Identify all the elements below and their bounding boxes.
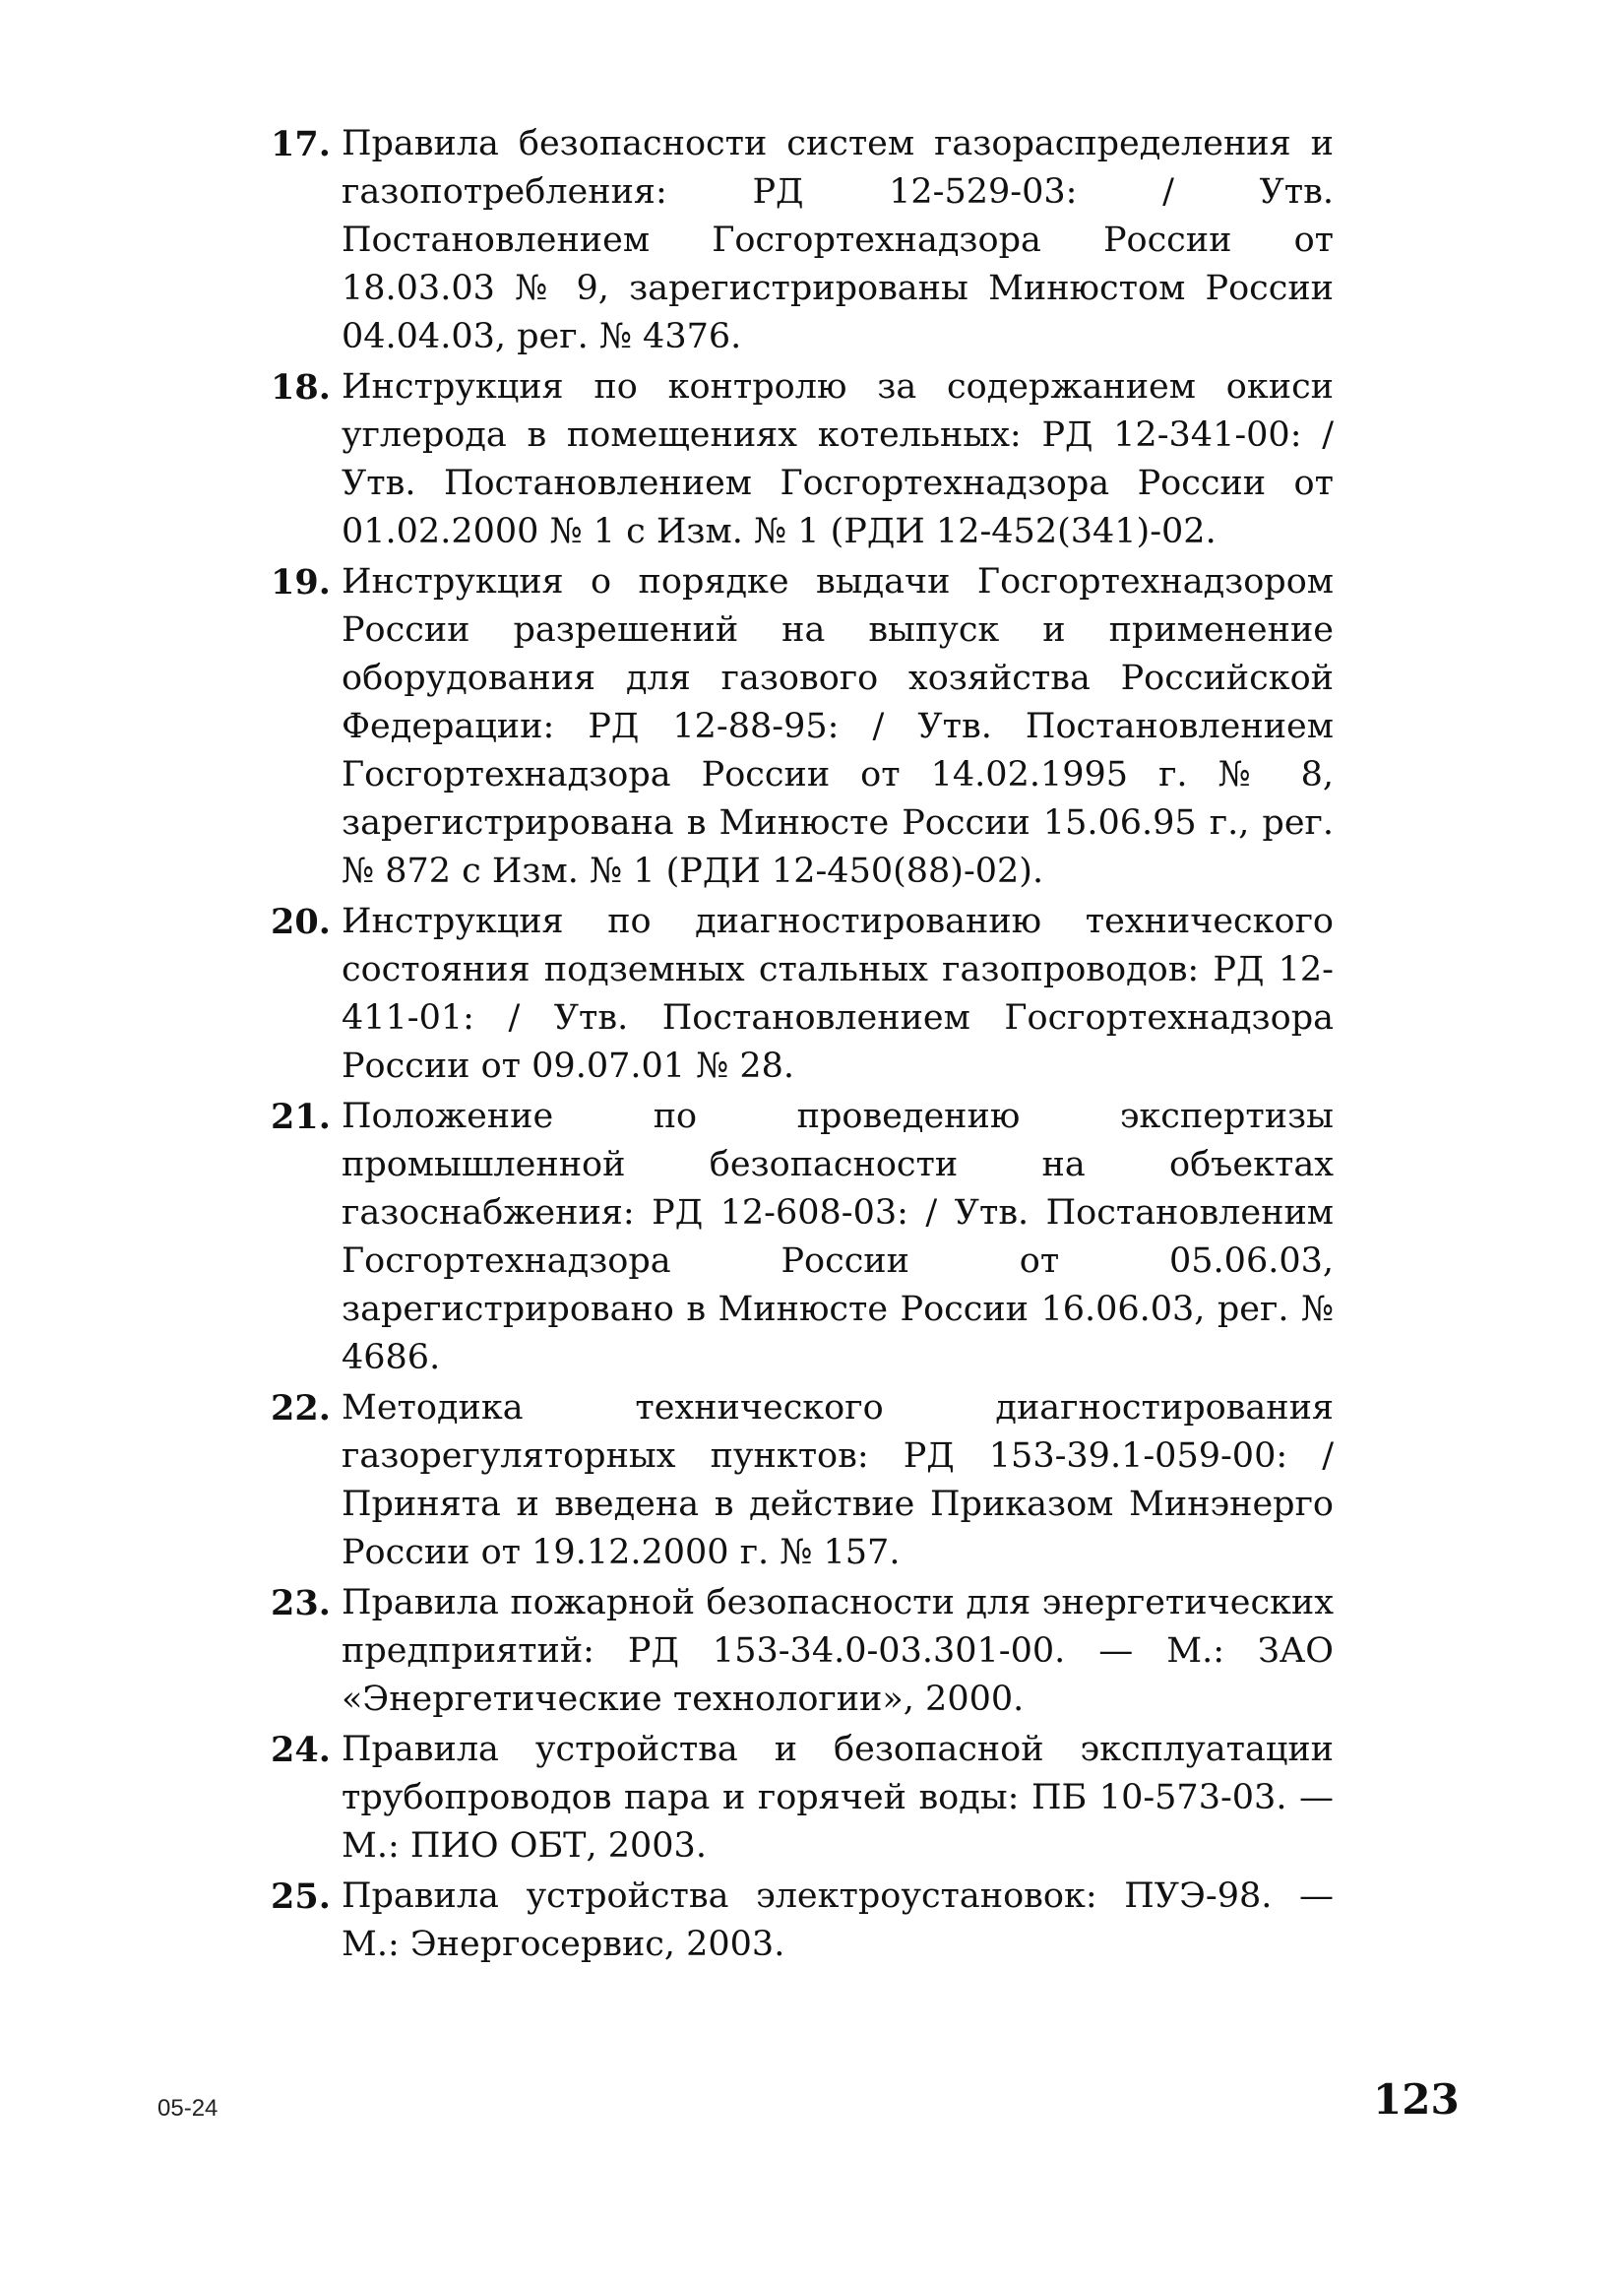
reference-text: Инструкция о порядке выдачи Госгортехнадзором России разрешений на выпуск и применение оборудования для газового хозяйства Российской Федерации: РД 12-88-95: / Утв. Постановлением Госгортехнадзора России от 14.02.1995 г. № 8, зарегистрирована в Минюсте России 15.06.95 г., рег. № 872 с Изм. № 1 (РДИ 12-450(88)-02). [342, 562, 1334, 891]
reference-list [271, 120, 1334, 1971]
reference-text: Методика технического диагностирования газорегуляторных пунктов: РД 153-39.1-059-00: / Принята и введена в действие Приказом Минэнерго России от 19.12.2000 г. № 157. [342, 1388, 1334, 1572]
reference-text: Правила устройства электроустановок: ПУЭ-98. — М.: Энергосервис, 2003. [342, 1876, 1334, 1964]
reference-text: Правила пожарной безопасности для энергетических предприятий: РД 153-34.0-03.301-00. — М.: ЗАО «Энергетические технологии», 2000. [342, 1583, 1334, 1719]
page-number: 123 [1373, 2075, 1460, 2124]
reference-text: Правила устройства и безопасной эксплуатации трубопроводов пара и горячей воды: ПБ 10-573-03. — М.: ПИО ОБТ, 2003. [342, 1730, 1334, 1866]
reference-item [271, 898, 1334, 1091]
reference-number: 23. [271, 1583, 331, 1623]
reference-item [271, 363, 1334, 556]
reference-text: Правила безопасности систем газораспределения и газопотребления: РД 12-529-03: / Утв. Постановлением Госгортехнадзора России от 18.03.03 № 9, зарегистрированы Минюстом России 04.04.03, рег. № 4376. [342, 124, 1334, 356]
footer-code: 05-24 [157, 2095, 219, 2122]
reference-text: Положение по проведению экспертизы промышленной безопасности на объектах газоснабжения: РД 12-608-03: / Утв. Постановленим Госгортехнадзора России от 05.06.03, зарегистрировано в Минюсте России 16.06.03, рег. № 4686. [342, 1097, 1334, 1377]
reference-number: 21. [271, 1097, 331, 1137]
reference-item [271, 1093, 1334, 1382]
reference-item [271, 1579, 1334, 1724]
reference-number: 25. [271, 1876, 331, 1917]
reference-item [271, 120, 1334, 361]
reference-item [271, 558, 1334, 896]
reference-item [271, 1726, 1334, 1871]
reference-item [271, 1873, 1334, 1969]
reference-number: 18. [271, 367, 331, 408]
reference-number: 24. [271, 1730, 331, 1770]
reference-number: 22. [271, 1388, 331, 1429]
reference-text: Инструкция по контролю за содержанием окиси углерода в помещениях котельных: РД 12-341-00: / Утв. Постановлением Госгортехнадзора России от 01.02.2000 № 1 с Изм. № 1 (РДИ 12-452(341)-02. [342, 367, 1334, 551]
reference-number: 20. [271, 902, 331, 942]
reference-text: Инструкция по диагностированию технического состояния подземных стальных газопроводов: РД 12-411-01: / Утв. Постановлением Госгортехнадзора России от 09.07.01 № 28. [342, 902, 1334, 1086]
reference-number: 19. [271, 562, 331, 603]
reference-item [271, 1384, 1334, 1577]
reference-number: 17. [271, 124, 331, 164]
